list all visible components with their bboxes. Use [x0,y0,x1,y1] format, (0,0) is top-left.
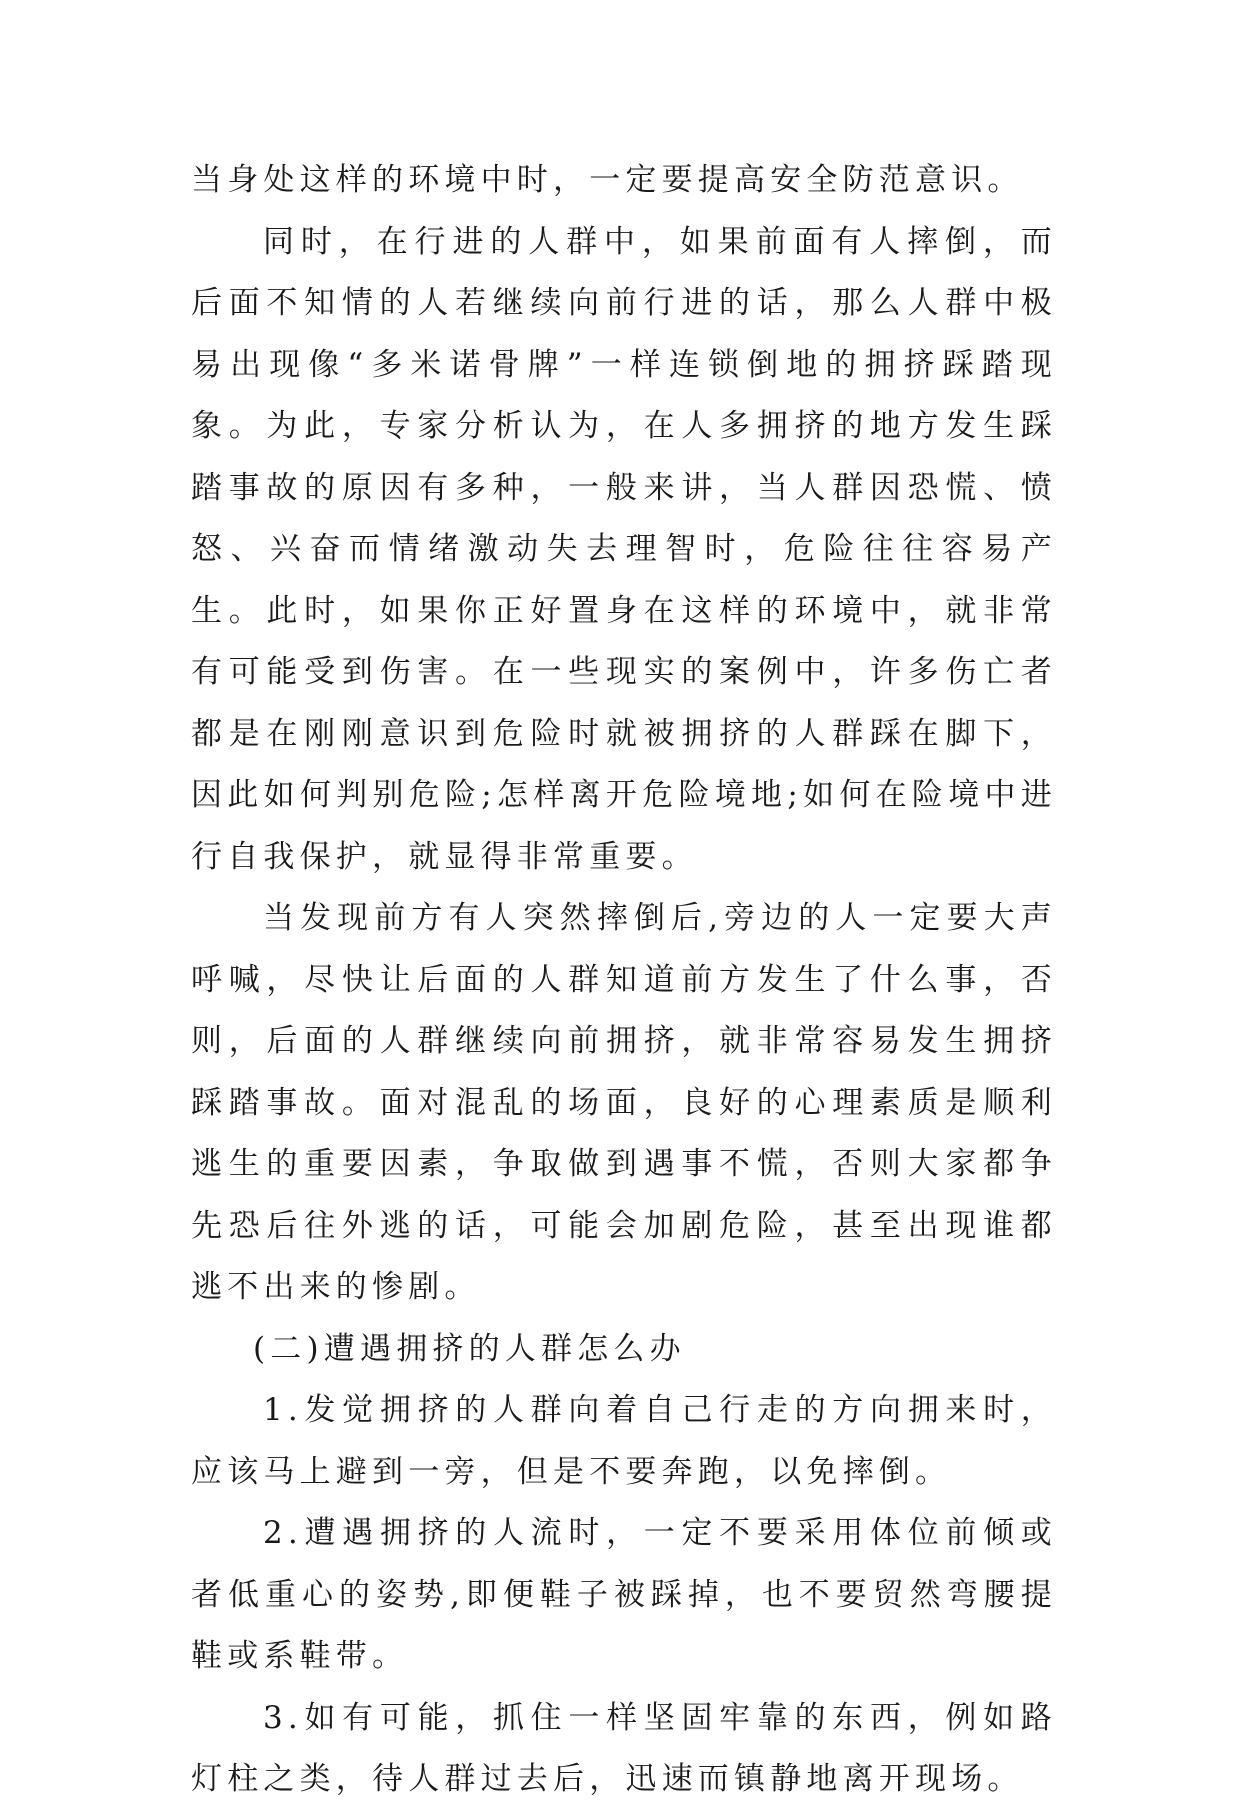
paragraph-stampede-causes: 同时，在行进的人群中，如果前面有人摔倒，而后面不知情的人若继续向前行进的话，那么人群中极易出现像“多米诺骨牌”一样连锁倒地的拥挤踩踏现象。为此，专家分析认为，在人多拥挤的地方发生踩踏事故的原因有多种，一般来讲，当人群因恐慌、愤怒、兴奋而情绪激动失去理智时，危险往往容易产生。此时，如果你正好置身在这样的环境中，就非常有可能受到伤害。在一些现实的案例中，许多伤亡者都是在刚刚意识到危险时就被拥挤的人群踩在脚下，因此如何判别危险;怎样离开危险境地;如何在险境中进行自我保护，就显得非常重要。 [191,223,1057,875]
list-item-2: 2.遭遇拥挤的人流时，一定不要采用体位前倾或者低重心的姿势,即便鞋子被踩掉，也不要贸然弯腰提鞋或系鞋带。 [191,1515,1057,1674]
list-item-1: 1.发觉拥挤的人群向着自己行走的方向拥来时，应该马上避到一旁，但是不要奔跑，以免摔倒。 [191,1392,1057,1490]
list-item-3: 3.如有可能，抓住一样坚固牢靠的东西，例如路灯柱之类，待人群过去后，迅速而镇静地离开现场。 [191,1699,1057,1797]
paragraph-continuation: 当身处这样的环境中时，一定要提高安全防范意识。 [191,162,1024,198]
section-heading-crowd: (二)遭遇拥挤的人群怎么办 [253,1330,686,1367]
paragraph-someone-falls: 当发现前方有人突然摔倒后,旁边的人一定要大声呼喊，尽快让后面的人群知道前方发生了什么事，否则，后面的人群继续向前拥挤，就非常容易发生拥挤踩踏事故。面对混乱的场面，良好的心理素质是顺利逃生的重要因素，争取做到遇事不慌，否则大家都争先恐后往外逃的话，可能会加剧危险，甚至出现谁都逃不出来的惨剧。 [191,900,1057,1305]
document-body [191,150,1057,1811]
